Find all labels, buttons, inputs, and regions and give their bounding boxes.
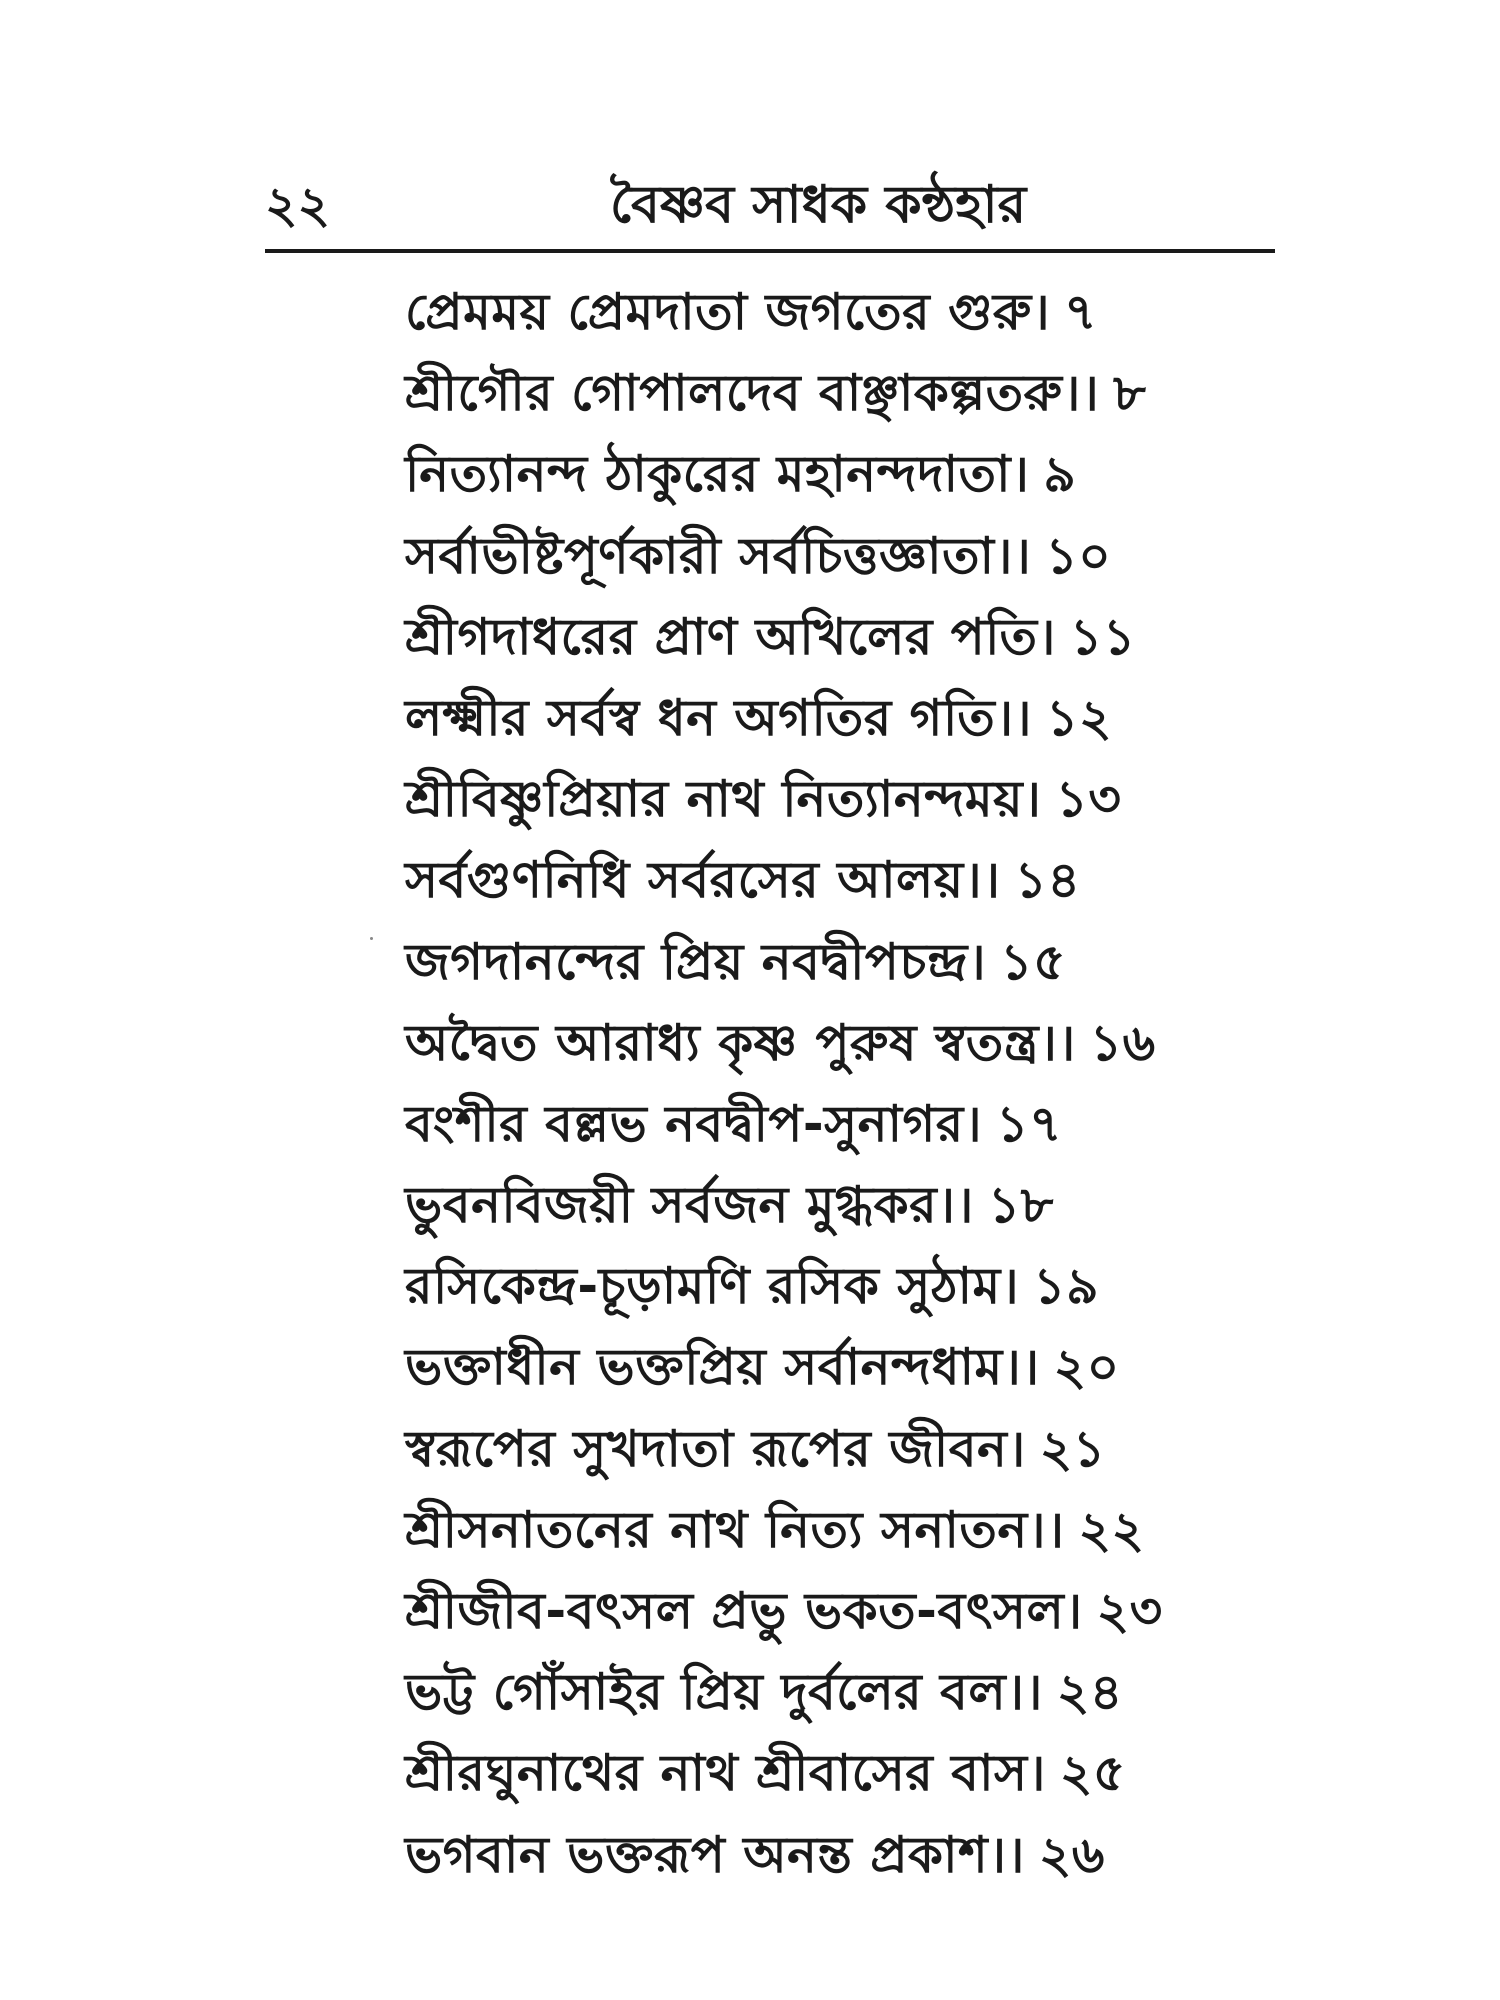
verse-line (405, 1815, 1285, 1896)
running-header (265, 170, 1275, 250)
verse-text: লক্ষ্মীর সর্বস্ব ধন অগতির গতি।। (405, 688, 1033, 747)
verse-line (405, 1246, 1285, 1327)
verse-line (405, 1409, 1285, 1490)
verse-number: ১১ (1069, 607, 1136, 666)
verse-line (405, 1733, 1285, 1814)
verse-number: ১৩ (1055, 770, 1122, 829)
verse-text: সর্বগুণনিধি সর্বরসের আলয়।। (405, 851, 1001, 910)
verse-number: ১৬ (1089, 1013, 1156, 1072)
verse-number: ১৪ (1014, 851, 1081, 910)
verse-line (405, 678, 1285, 759)
verse-number: ১৮ (987, 1176, 1054, 1235)
verse-line (405, 1003, 1285, 1084)
verse-text: বংশীর বল্লভ নবদ্বীপ-সুনাগর। (405, 1094, 983, 1153)
verse-text: প্রেমময় প্রেমদাতা জগতের গুরু। (405, 283, 1051, 341)
verse-line (405, 922, 1285, 1003)
verse-number: ১৫ (1000, 932, 1067, 991)
verse-text: ভগবান ভক্তরূপ অনন্ত প্রকাশ।। (405, 1825, 1025, 1884)
verse-number: ২৬ (1038, 1825, 1105, 1884)
verse-line (405, 434, 1285, 515)
verse-number: ১২ (1046, 688, 1112, 747)
verse-text: ভক্তাধীন ভক্তপ্রিয় সর্বানন্দধাম।। (405, 1338, 1040, 1397)
verse-number: ২০ (1053, 1338, 1120, 1397)
verse-line (405, 1165, 1285, 1246)
verse-text: অদ্বৈত আরাধ্য কৃষ্ণ পুরুষ স্বতন্ত্র।। (405, 1013, 1076, 1072)
verse-line (405, 1084, 1285, 1165)
verse-text: স্বরূপের সুখদাতা রূপের জীবন। (405, 1419, 1026, 1478)
verse-text: শ্রীজীব-বৎসল প্রভু ভকত-বৎসল। (405, 1582, 1083, 1640)
verse-line (405, 353, 1285, 434)
verse-text: জগদানন্দের প্রিয় নবদ্বীপচন্দ্র। (405, 932, 987, 991)
verse-number: ১৯ (1033, 1257, 1100, 1316)
verse-number: ১০ (1045, 526, 1112, 585)
verse-text: শ্রীগৌর গোপালদেব বাঞ্ছাকল্পতরু।। (405, 364, 1100, 423)
verse-number: ২৫ (1059, 1744, 1126, 1803)
verse-text: শ্রীগদাধরের প্রাণ অখিলের পতি। (405, 607, 1056, 666)
book-title: বৈষ্ণব সাধক কন্ঠহার (610, 175, 1027, 235)
verse-number: ২১ (1039, 1419, 1106, 1478)
verse-number: ৯ (1043, 445, 1077, 504)
verse-line (405, 1490, 1285, 1571)
verse-line (405, 759, 1285, 840)
verse-text: নিত্যানন্দ ঠাকুরের মহানন্দদাতা। (405, 445, 1030, 504)
verse-line (405, 1571, 1285, 1652)
verse-line (405, 516, 1285, 597)
verse-number: ২২ (1078, 1500, 1145, 1559)
print-speck (370, 937, 373, 940)
header-rule (265, 249, 1275, 253)
verse-text: সর্বাভীষ্টপূর্ণকারী সর্বচিত্তজ্ঞাতা।। (405, 526, 1032, 585)
verse-number: ২৩ (1096, 1582, 1163, 1640)
verse-number: ৭ (1064, 283, 1098, 341)
verse-number: ২৪ (1056, 1663, 1123, 1722)
verse-number: ১৭ (996, 1094, 1063, 1153)
page-number: ২২ (265, 176, 331, 234)
verse-line (405, 1327, 1285, 1408)
verse-text: ভুবনবিজয়ী সর্বজন মুগ্ধকর।। (405, 1176, 974, 1235)
verse-line (405, 597, 1285, 678)
verse-text: শ্রীবিষ্ণুপ্রিয়ার নাথ নিত্যানন্দময়। (405, 770, 1042, 829)
verse-list (405, 272, 1285, 1896)
verse-line (405, 1652, 1285, 1733)
verse-line (405, 840, 1285, 921)
verse-text: শ্রীরঘুনাথের নাথ শ্রীবাসের বাস। (405, 1744, 1046, 1803)
verse-text: ভট্ট গোঁসাইর প্রিয় দুর্বলের বল।। (405, 1663, 1043, 1722)
verse-text: শ্রীসনাতনের নাথ নিত্য সনাতন।। (405, 1500, 1065, 1559)
verse-line (405, 272, 1285, 353)
verse-number: ৮ (1113, 364, 1147, 423)
verse-text: রসিকেন্দ্র-চূড়ামণি রসিক সুঠাম। (405, 1257, 1020, 1316)
